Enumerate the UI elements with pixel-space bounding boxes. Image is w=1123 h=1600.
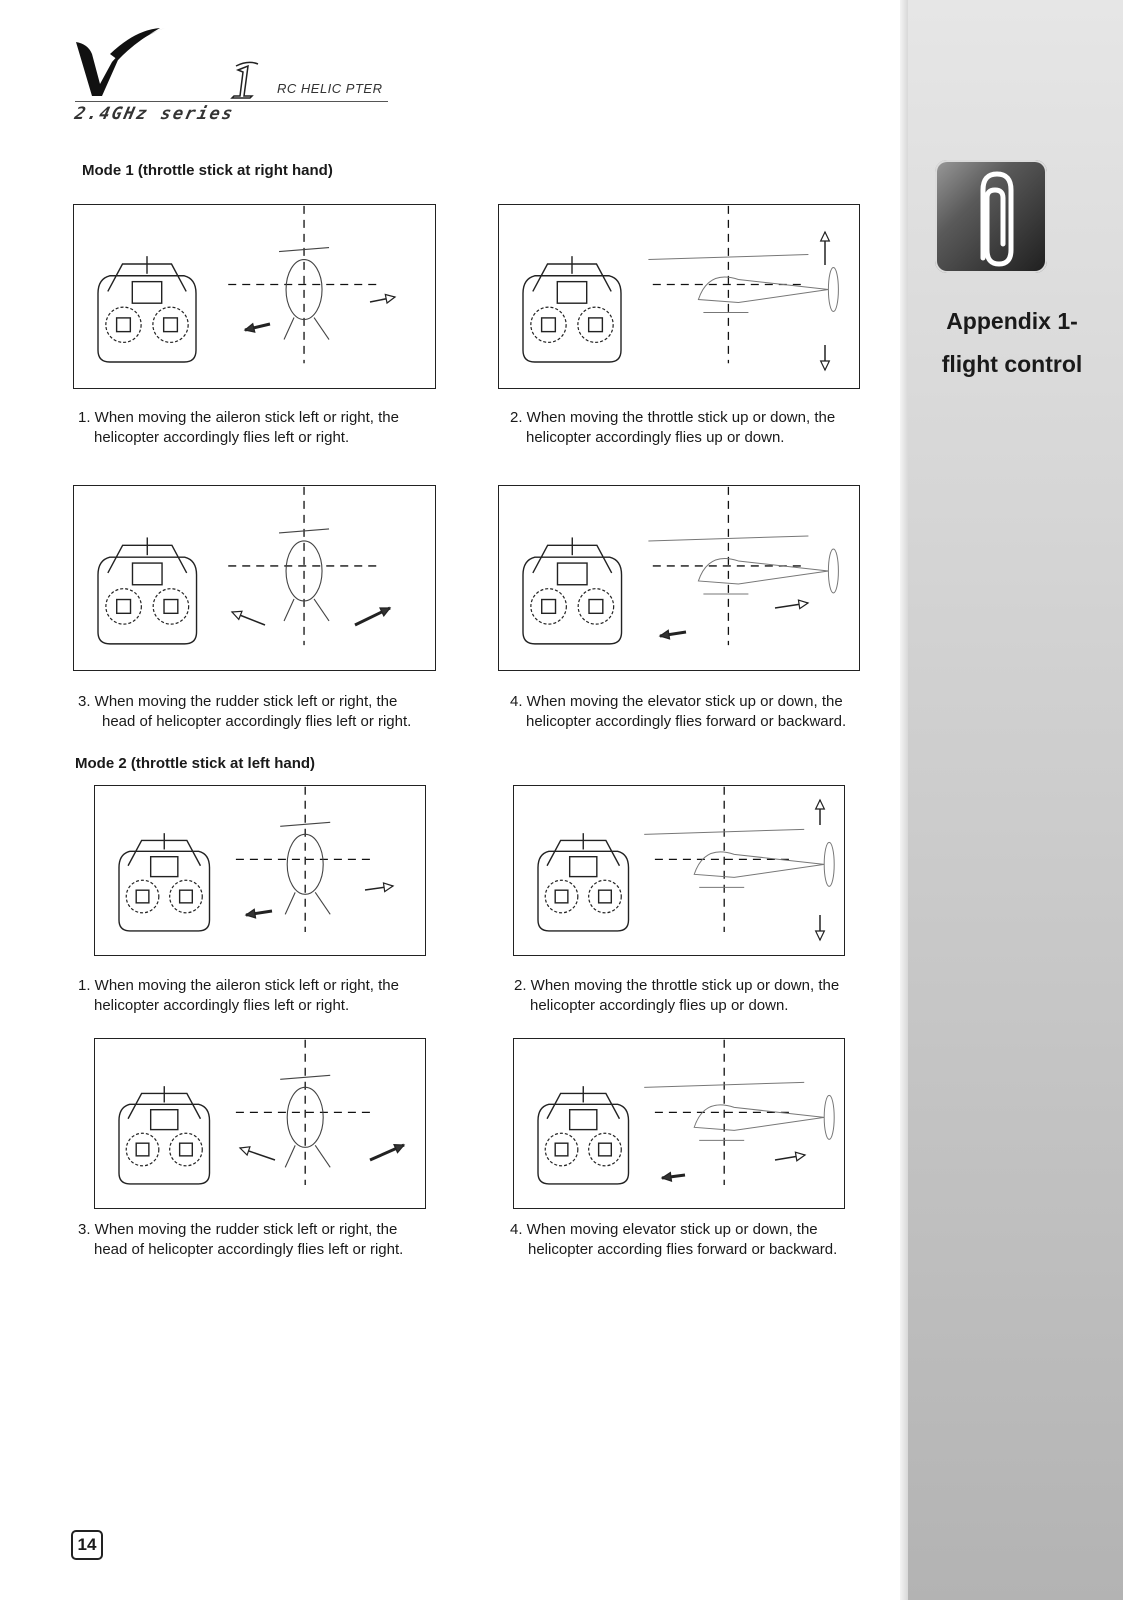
motion-arrowhead-icon [240,1147,250,1155]
mode1-caption-3: 3. When moving the rudder stick left or right, the head of helicopter accordingly flies left or right. [78,693,412,730]
motion-arrowhead-icon [394,1145,404,1153]
transmitter-icon [98,276,196,362]
stick-right-gimbal [180,1143,193,1156]
rotor-blade [280,822,330,826]
mode2-caption-2: 2. When moving the throttle stick up or down, the helicopter accordingly flies up or down. [514,977,840,1014]
series-label: 2.4GHz series [72,104,237,124]
mode2-caption-4: 4. When moving elevator stick up or down, the helicopter according flies forward or backward. [510,1221,838,1258]
stick-right-icon [589,1133,622,1166]
helicopter-body [698,277,828,303]
motion-arrowhead-icon [383,883,393,892]
stick-left-icon [126,880,159,913]
stick-right-icon [153,589,188,624]
transmitter-screen [570,1110,597,1130]
motion-arrowhead-icon [662,1173,671,1182]
tail-rotor [828,268,838,312]
motion-arrowhead-icon [245,324,255,332]
transmitter-screen [151,1110,178,1130]
stick-left-gimbal [117,600,131,614]
skid-right [315,1145,330,1167]
stick-right-icon [170,880,203,913]
transmitter-icon [523,557,622,644]
stick-right-icon [589,880,622,913]
tail-rotor [824,1095,834,1139]
stick-right-icon [153,307,188,342]
appendix-title-line2: flight control [941,351,1083,377]
stick-left-icon [531,307,566,342]
stick-left-icon [106,589,141,624]
motion-arrowhead-icon [821,232,830,241]
transmitter-icon [523,276,621,362]
skid-right [315,892,330,914]
transmitter-screen [557,563,587,585]
stick-left-gimbal [117,318,131,332]
transmitter-icon [119,851,210,931]
appendix-title-line1: Appendix 1- [946,308,1078,334]
helicopter-body [694,1105,824,1131]
mode1-caption-1: 1. When moving the aileron stick left or right, the helicopter accordingly flies left or right. [78,409,399,446]
stick-right-gimbal [164,600,178,614]
model-label: RC HELIC PTER [277,81,383,96]
mode1-caption-2: 2. When moving the throttle stick up or down, the helicopter accordingly flies up or down. [510,409,836,446]
stick-right-icon [170,1133,203,1166]
stick-left-gimbal [555,890,568,903]
transmitter-icon [98,557,197,644]
stick-right-gimbal [180,890,193,903]
mode2-caption-1: 1. When moving the aileron stick left or right, the helicopter accordingly flies left or right. [78,977,399,1014]
stick-right-gimbal [589,600,603,614]
mode1-title: Mode 1 (throttle stick at right hand) [82,162,333,179]
stick-right-icon [578,589,613,624]
motion-arrowhead-icon [816,931,825,940]
stick-left-icon [531,589,566,624]
page-number: 14 [71,1530,103,1560]
stick-left-icon [106,307,141,342]
motion-arrowhead-icon [246,909,256,918]
tail-rotor [824,842,834,886]
transmitter-screen [557,282,586,304]
stick-left-icon [545,880,578,913]
skid-left [284,318,294,340]
motion-arrowhead-icon [821,361,830,370]
motion-arrowhead-icon [816,800,825,809]
mode1-caption-4: 4. When moving the elevator stick up or down, the helicopter accordingly flies forward or backward. [510,693,847,730]
motion-arrowhead-icon [795,1152,805,1161]
motion-arrowhead-icon [660,630,670,639]
stick-left-gimbal [136,1143,149,1156]
skid-right [314,318,329,340]
transmitter-icon [538,851,629,931]
transmitter-screen [151,857,178,877]
rotor-blade [280,1075,330,1079]
stick-left-icon [126,1133,159,1166]
stick-left-gimbal [136,890,149,903]
helicopter-body [698,558,828,584]
transmitter-icon [538,1104,629,1184]
motion-arrowhead-icon [380,608,390,616]
motion-arrowhead-icon [798,600,808,609]
stick-right-gimbal [599,890,612,903]
stick-right-icon [578,307,613,342]
tail-rotor [828,549,838,593]
stick-right-gimbal [589,318,603,332]
stick-left-icon [545,1133,578,1166]
skid-left [285,892,295,914]
mode2-caption-3: 3. When moving the rudder stick left or right, the head of helicopter accordingly flies left or right. [78,1221,404,1258]
stick-right-gimbal [599,1143,612,1156]
transmitter-screen [570,857,597,877]
stick-right-gimbal [164,318,178,332]
skid-right [314,599,329,621]
transmitter-icon [119,1104,210,1184]
skid-left [284,599,294,621]
stick-left-gimbal [542,600,556,614]
helicopter-body [694,852,824,878]
transmitter-screen [132,563,162,585]
motion-arrowhead-icon [232,611,242,619]
mode2-title: Mode 2 (throttle stick at left hand) [75,755,316,772]
transmitter-screen [132,282,161,304]
stick-left-gimbal [542,318,556,332]
stick-left-gimbal [555,1143,568,1156]
motion-arrowhead-icon [385,295,395,304]
skid-left [285,1145,295,1167]
